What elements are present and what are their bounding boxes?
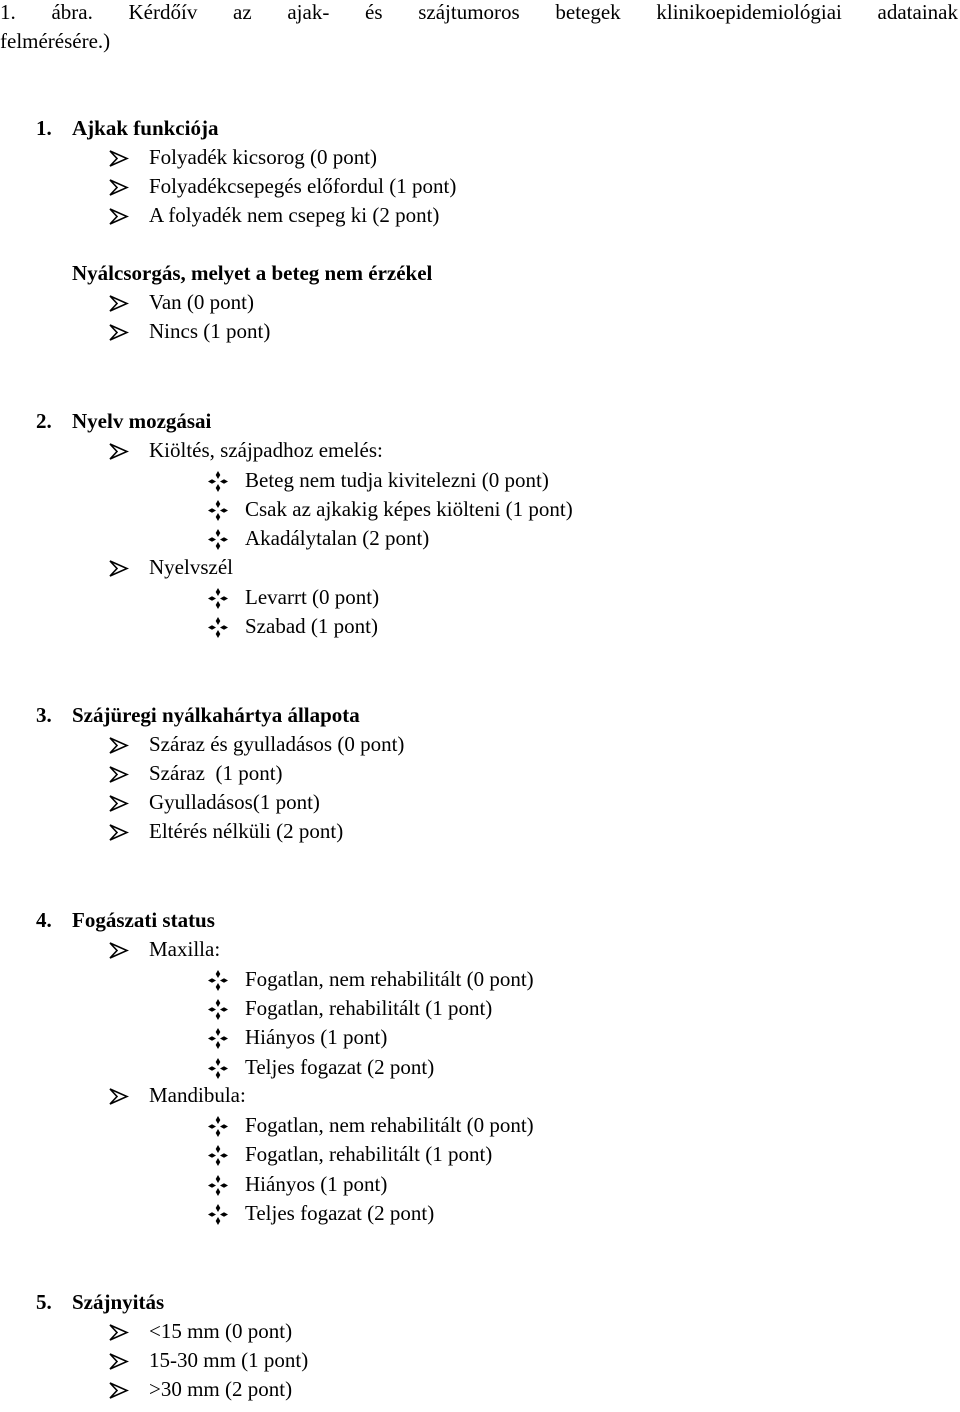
option-text: Hiányos (1 pont)	[245, 1025, 388, 1049]
figure-caption-line1: 1. ábra. Kérdőív az ajak- és szájtumoros betegek klinikoepidemiológiai adatainak	[0, 0, 958, 24]
group-label-text: Maxilla:	[149, 937, 221, 961]
section-4-number: 4.	[36, 908, 52, 932]
arrowhead-bullet-icon	[108, 436, 130, 473]
section-5-title: Szájnyitás	[72, 1290, 165, 1314]
option-text: Folyadék kicsorog (0 pont)	[149, 145, 378, 169]
option-text: Eltérés nélküli (2 pont)	[149, 819, 344, 843]
option-text: Van (0 pont)	[149, 290, 254, 314]
group-label-text: Nyelvszél	[149, 555, 233, 579]
option-text: Hiányos (1 pont)	[245, 1172, 388, 1196]
option-text: Gyulladásos(1 pont)	[149, 790, 320, 814]
option-text: Nincs (1 pont)	[149, 319, 271, 343]
arrowhead-bullet-icon	[108, 1375, 130, 1412]
option-text: Teljes fogazat (2 pont)	[245, 1201, 435, 1225]
section-3-number: 3.	[36, 703, 52, 727]
section-5-number: 5.	[36, 1290, 52, 1314]
section-4-title: Fogászati status	[72, 908, 215, 932]
option-text: Teljes fogazat (2 pont)	[245, 1055, 435, 1079]
option-text: Fogatlan, nem rehabilitált (0 pont)	[245, 1113, 534, 1137]
option-text: Száraz (1 pont)	[149, 761, 283, 785]
option-text: 15-30 mm (1 pont)	[149, 1348, 309, 1372]
option-text: Levarrt (0 pont)	[245, 585, 380, 609]
arrowhead-bullet-icon	[108, 817, 130, 854]
option-text: <15 mm (0 pont)	[149, 1319, 293, 1343]
option-text: Csak az ajkakig képes kiölteni (1 pont)	[245, 497, 573, 521]
option-text: Szabad (1 pont)	[245, 614, 378, 638]
section-1-number: 1.	[36, 116, 52, 140]
section-1-note: Nyálcsorgás, melyet a beteg nem érzékel	[72, 261, 433, 285]
arrowhead-bullet-icon	[108, 201, 130, 238]
option-text: Fogatlan, rehabilitált (1 pont)	[245, 996, 493, 1020]
option-text: >30 mm (2 pont)	[149, 1377, 293, 1401]
group-label-text: Kiöltés, szájpadhoz emelés:	[149, 438, 383, 462]
group-label-text: Mandibula:	[149, 1083, 246, 1107]
option-text: Fogatlan, rehabilitált (1 pont)	[245, 1142, 493, 1166]
option-text: A folyadék nem csepeg ki (2 pont)	[149, 203, 440, 227]
figure-caption-line2: felmérésére.)	[0, 29, 111, 53]
section-1-title: Ajkak funkciója	[72, 116, 219, 140]
section-2-title: Nyelv mozgásai	[72, 409, 212, 433]
arrowhead-bullet-icon	[108, 935, 130, 972]
option-text: Beteg nem tudja kivitelezni (0 pont)	[245, 468, 549, 492]
section-3-title: Szájüregi nyálkahártya állapota	[72, 703, 360, 727]
option-text: Akadálytalan (2 pont)	[245, 526, 430, 550]
arrowhead-bullet-icon	[108, 1081, 130, 1118]
option-text: Száraz és gyulladásos (0 pont)	[149, 732, 405, 756]
option-text: Folyadékcsepegés előfordul (1 pont)	[149, 174, 457, 198]
diamond-bullet-icon	[206, 1199, 230, 1236]
arrowhead-bullet-icon	[108, 317, 130, 354]
diamond-bullet-icon	[206, 612, 230, 649]
section-2-number: 2.	[36, 409, 52, 433]
arrowhead-bullet-icon	[108, 553, 130, 590]
option-text: Fogatlan, nem rehabilitált (0 pont)	[245, 967, 534, 991]
